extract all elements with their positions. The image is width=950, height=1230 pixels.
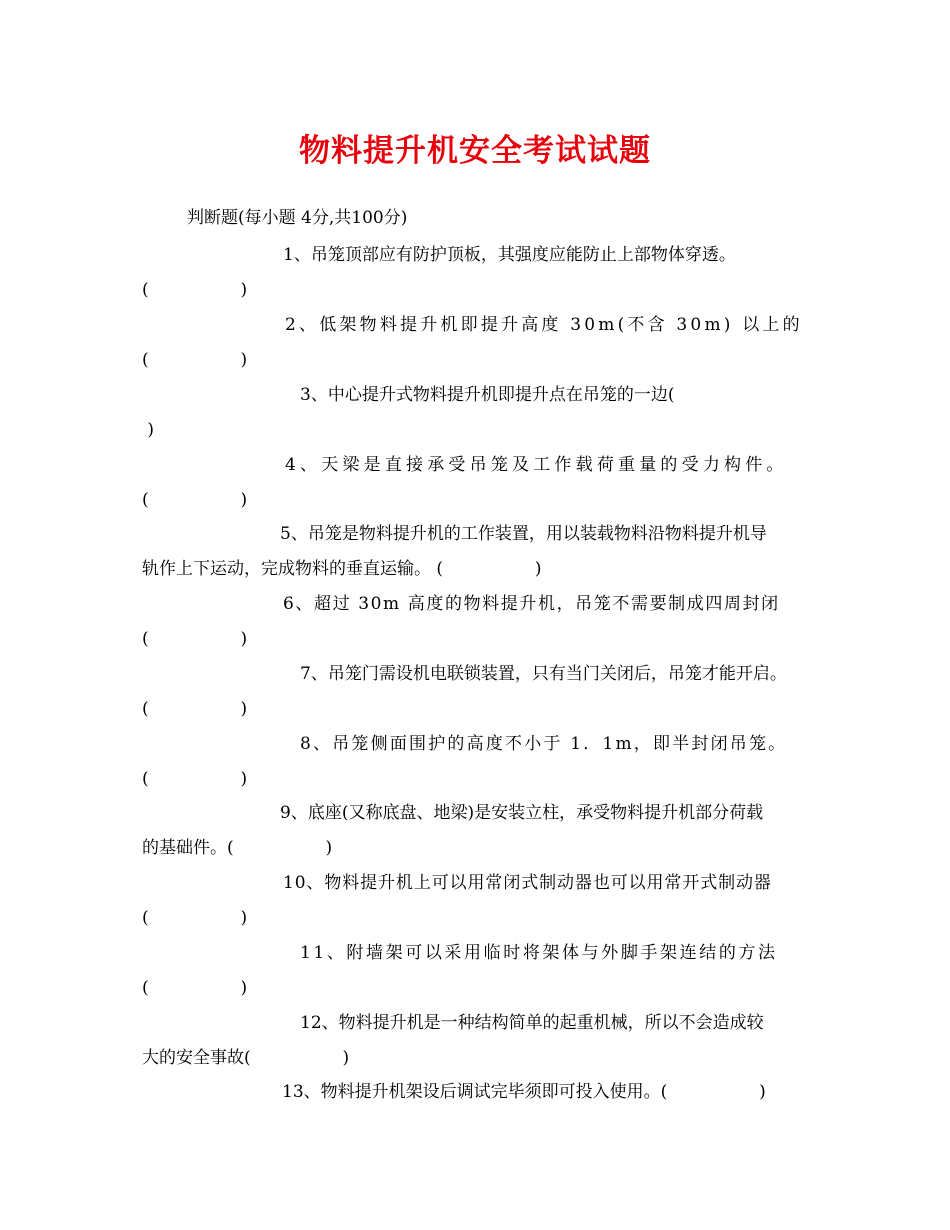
question-12-line2: 大的安全事故( )	[142, 1048, 350, 1068]
question-13-line1: 13、物料提升机架设后调试完毕须即可投入使用。( )	[282, 1082, 766, 1102]
question-12-line1: 12、物料提升机是一种结构简单的起重机械，所以不会造成较	[300, 1013, 764, 1033]
question-9-line1: 9、底座(又称底盘、地梁)是安装立柱，承受物料提升机部分荷载	[280, 803, 764, 823]
question-5-line2: 轨作上下运动，完成物料的垂直运输。 ( )	[142, 559, 542, 579]
question-11-answer-blank: ( )	[142, 978, 248, 998]
question-10-answer-blank: ( )	[142, 908, 248, 928]
question-3-answer-blank: )	[142, 420, 155, 440]
question-4-answer-blank: ( )	[142, 490, 248, 510]
question-10-line1: 10、物料提升机上可以用常闭式制动器也可以用常开式制动器	[283, 873, 772, 893]
document-title: 物料提升机安全考试试题	[299, 133, 651, 169]
question-2-line1: 2、低架物料提升机即提升高度 30m(不含 30m) 以上的	[285, 315, 803, 335]
question-2-answer-blank: ( )	[142, 350, 248, 370]
question-1-line1: 1、吊笼顶部应有防护顶板，其强度应能防止上部物体穿透。	[283, 245, 736, 265]
question-1-answer-blank: ( )	[142, 280, 248, 300]
question-6-line1: 6、超过 30m 高度的物料提升机，吊笼不需要制成四周封闭	[283, 594, 780, 614]
question-3-line1: 3、中心提升式物料提升机即提升点在吊笼的一边(	[300, 385, 675, 405]
section-header: 判断题(每小题 4分,共100分)	[187, 208, 408, 228]
question-11-line1: 11、附墙架可以采用临时将架体与外脚手架连结的方法	[300, 943, 778, 963]
question-8-line1: 8、吊笼侧面围护的高度不小于 1．1m，即半封闭吊笼。	[300, 734, 788, 754]
question-4-line1: 4、天梁是直接承受吊笼及工作载荷重量的受力构件。	[285, 455, 788, 475]
question-8-answer-blank: ( )	[142, 769, 248, 789]
question-9-line2: 的基础件。( )	[142, 838, 333, 858]
question-7-line1: 7、吊笼门需设机电联锁装置，只有当门关闭后，吊笼才能开启。	[300, 664, 787, 684]
question-7-answer-blank: ( )	[142, 699, 248, 719]
question-5-line1: 5、吊笼是物料提升机的工作装置，用以装载物料沿物料提升机导	[280, 524, 767, 544]
question-6-answer-blank: ( )	[142, 629, 248, 649]
